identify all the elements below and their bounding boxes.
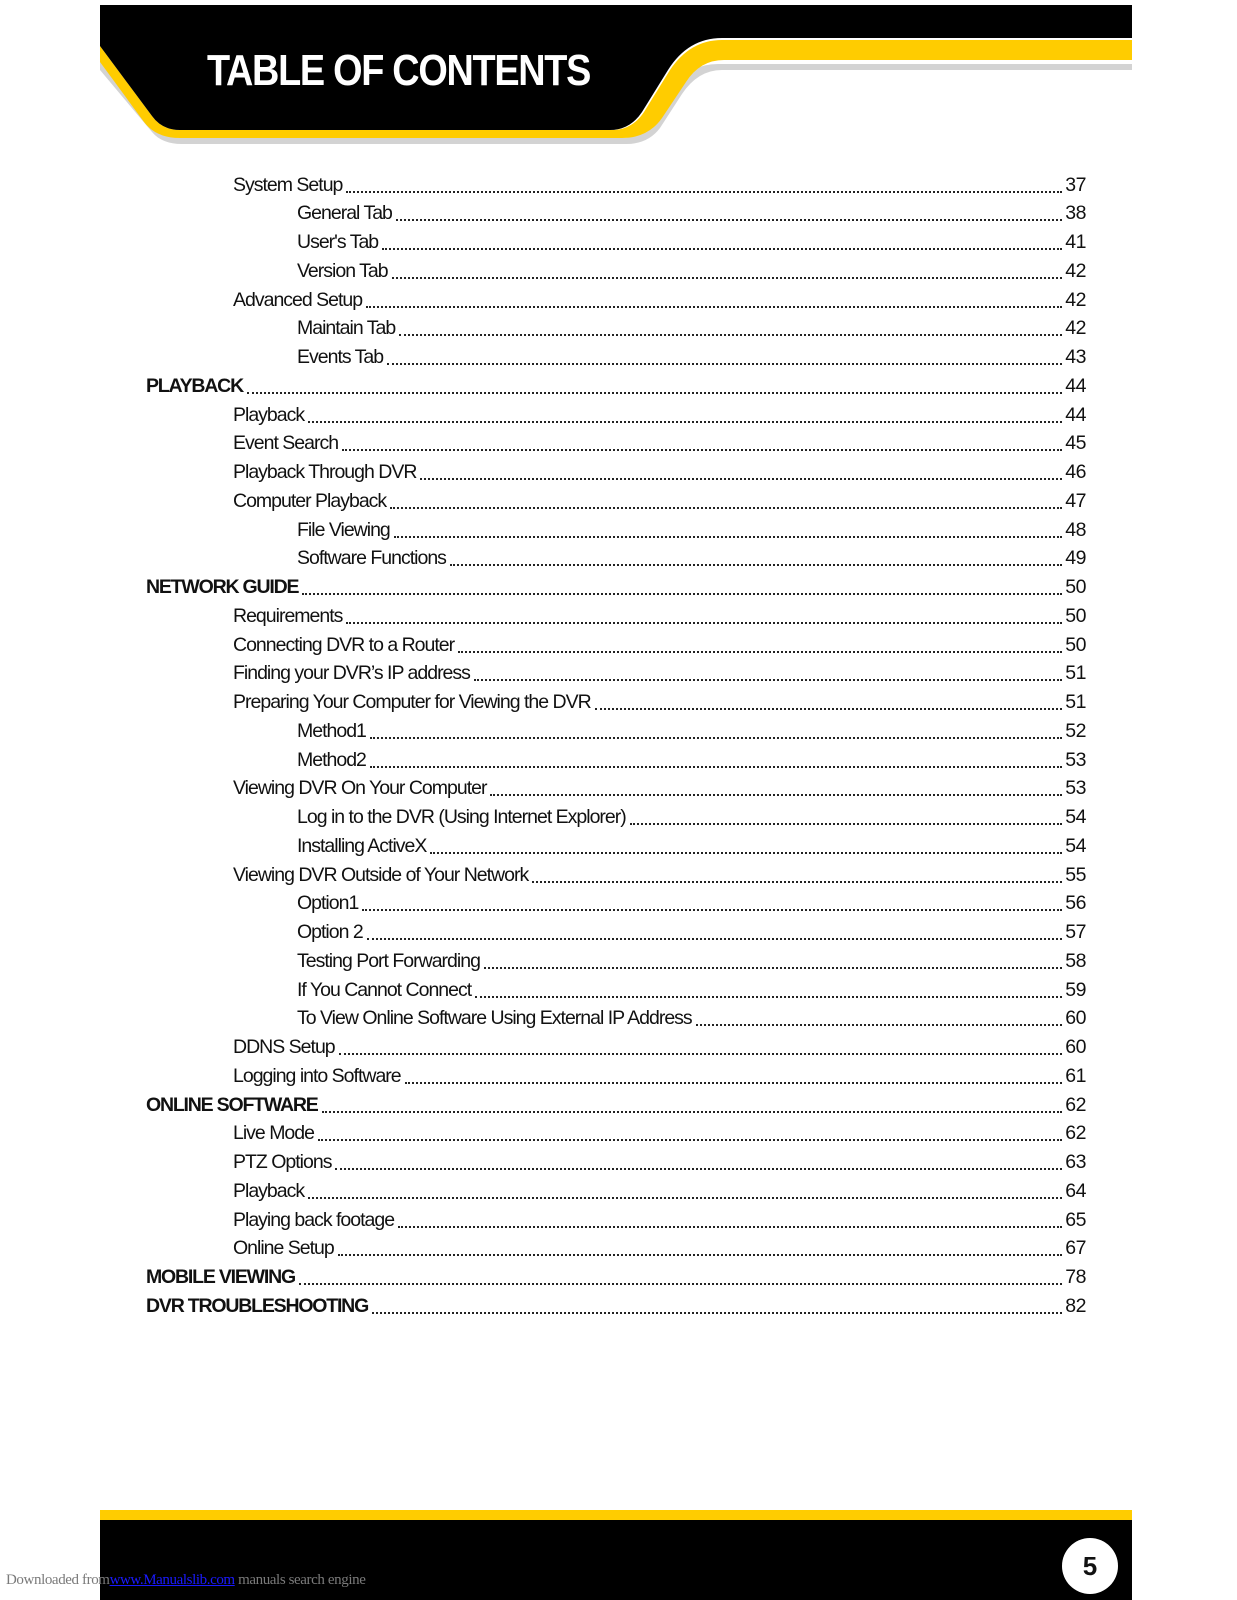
toc-entry-page: 51	[1065, 691, 1086, 714]
toc-entry-label: MOBILE VIEWING	[146, 1266, 295, 1289]
toc-leader-dots	[362, 908, 1062, 911]
toc-entry-label: Computer Playback	[233, 489, 387, 512]
toc-leader-dots	[339, 1052, 1063, 1055]
toc-leader-dots	[474, 678, 1062, 681]
toc-entry-label: To View Online Software Using External IP Address	[297, 1007, 692, 1030]
toc-entry-page: 82	[1065, 1294, 1086, 1317]
toc-entry-page: 50	[1065, 604, 1086, 627]
toc-entry[interactable]	[233, 484, 1086, 513]
toc-entry-page: 44	[1065, 374, 1086, 397]
toc-leader-dots	[387, 362, 1062, 365]
toc-entry[interactable]	[297, 341, 1086, 370]
toc-entry[interactable]	[146, 1088, 1086, 1117]
page-title: TABLE OF CONTENTS	[207, 46, 591, 95]
toc-entry-page: 60	[1065, 1007, 1086, 1030]
watermark	[6, 1572, 365, 1589]
toc-entry[interactable]	[233, 1174, 1086, 1203]
toc-entry[interactable]	[233, 1146, 1086, 1175]
toc-leader-dots	[396, 218, 1062, 221]
toc-leader-dots	[394, 535, 1063, 538]
toc-entry[interactable]	[297, 916, 1086, 945]
toc-entry-page: 60	[1065, 1036, 1086, 1059]
toc-leader-dots	[342, 448, 1062, 451]
toc-entry-label: Version Tab	[297, 259, 388, 282]
toc-entry[interactable]	[233, 657, 1086, 686]
toc-entry-page: 42	[1065, 317, 1086, 340]
toc-leader-dots	[382, 247, 1062, 250]
toc-entry-page: 42	[1065, 259, 1086, 282]
toc-entry-label: Connecting DVR to a Router	[233, 633, 455, 656]
toc-leader-dots	[490, 793, 1062, 796]
toc-leader-dots	[308, 420, 1062, 423]
toc-leader-dots	[370, 765, 1062, 768]
toc-entry-page: 38	[1065, 202, 1086, 225]
toc-entry-label: Requirements	[233, 604, 343, 627]
toc-entry-label: User's Tab	[297, 231, 379, 254]
toc-leader-dots	[475, 995, 1062, 998]
toc-entry-label: DVR TROUBLESHOOTING	[146, 1294, 369, 1317]
toc-entry-label: Maintain Tab	[297, 317, 396, 340]
toc-entry-label: Viewing DVR Outside of Your Network	[233, 863, 529, 886]
toc-entry-label: ONLINE SOFTWARE	[146, 1093, 318, 1116]
toc-entry-page: 58	[1065, 949, 1086, 972]
watermark-link[interactable]: www.Manualslib.com	[109, 1572, 235, 1588]
toc-entry-label: DDNS Setup	[233, 1036, 335, 1059]
toc-entry[interactable]	[297, 743, 1086, 772]
toc-leader-dots	[299, 1282, 1062, 1285]
toc-leader-dots	[458, 650, 1062, 653]
toc-leader-dots	[322, 1110, 1063, 1113]
toc-leader-dots	[367, 937, 1063, 940]
toc-entry-page: 45	[1065, 432, 1086, 455]
footer-accent	[100, 1510, 1132, 1520]
toc-entry-page: 50	[1065, 576, 1086, 599]
toc-leader-dots	[370, 736, 1062, 739]
toc-entry-page: 51	[1065, 662, 1086, 685]
toc-leader-dots	[346, 190, 1062, 193]
toc-entry-label: Installing ActiveX	[297, 834, 427, 857]
toc-entry[interactable]	[297, 887, 1086, 916]
watermark-prefix: Downloaded from	[6, 1572, 110, 1588]
toc-entry-label: Log in to the DVR (Using Internet Explorer)	[297, 806, 626, 829]
toc-entry-label: Method1	[297, 719, 366, 742]
toc-leader-dots	[372, 1311, 1062, 1314]
toc-entry[interactable]	[233, 1117, 1086, 1146]
toc-entry-page: 53	[1065, 748, 1086, 771]
toc-entry-label: NETWORK GUIDE	[146, 576, 299, 599]
toc-leader-dots	[630, 822, 1063, 825]
toc-leader-dots	[430, 851, 1062, 854]
toc-entry-label: Method2	[297, 748, 366, 771]
toc-entry[interactable]	[146, 571, 1086, 600]
toc-entry-label: Playback	[233, 403, 305, 426]
toc-leader-dots	[595, 707, 1063, 710]
toc-leader-dots	[399, 333, 1062, 336]
toc-entry[interactable]	[233, 1232, 1086, 1261]
toc-entry[interactable]	[297, 542, 1086, 571]
toc-entry-label: If You Cannot Connect	[297, 978, 472, 1001]
toc-entry-page: 78	[1065, 1266, 1086, 1289]
toc-entry-page: 54	[1065, 834, 1086, 857]
toc-leader-dots	[532, 880, 1062, 883]
toc-entry[interactable]	[297, 226, 1086, 255]
toc-entry-label: Testing Port Forwarding	[297, 949, 480, 972]
toc-leader-dots	[420, 477, 1062, 480]
toc-entry-label: Option1	[297, 892, 359, 915]
toc-entry[interactable]	[233, 283, 1086, 312]
toc-leader-dots	[247, 391, 1062, 394]
toc-entry[interactable]	[297, 829, 1086, 858]
toc-entry-page: 50	[1065, 633, 1086, 656]
toc-entry[interactable]	[297, 714, 1086, 743]
toc-entry-page: 55	[1065, 863, 1086, 886]
toc-entry[interactable]	[233, 1203, 1086, 1232]
toc-entry-page: 56	[1065, 892, 1086, 915]
toc-leader-dots	[335, 1167, 1062, 1170]
toc-entry-page: 67	[1065, 1237, 1086, 1260]
toc-leader-dots	[405, 1081, 1063, 1084]
toc-entry[interactable]	[233, 628, 1086, 657]
toc-entry[interactable]	[297, 801, 1086, 830]
toc-entry-page: 49	[1065, 547, 1086, 570]
toc-entry-page: 43	[1065, 346, 1086, 369]
toc-entry-label: Logging into Software	[233, 1064, 401, 1087]
toc-entry-page: 37	[1065, 173, 1086, 196]
toc-leader-dots	[366, 305, 1062, 308]
toc-entry-label: File Viewing	[297, 518, 390, 541]
toc-entry-page: 57	[1065, 921, 1086, 944]
toc-entry[interactable]	[233, 1031, 1086, 1060]
toc-entry-label: Finding your DVR’s IP address	[233, 662, 470, 685]
toc-leader-dots	[392, 276, 1063, 279]
toc-entry-label: General Tab	[297, 202, 392, 225]
toc-leader-dots	[318, 1138, 1062, 1141]
toc-entry-page: 48	[1065, 518, 1086, 541]
toc-entry-label: Live Mode	[233, 1122, 314, 1145]
header-banner	[0, 0, 1237, 150]
toc-entry-label: PTZ Options	[233, 1151, 332, 1174]
toc-entry-label: Event Search	[233, 432, 339, 455]
toc-entry[interactable]	[297, 1002, 1086, 1031]
toc-entry-page: 63	[1065, 1151, 1086, 1174]
toc-leader-dots	[346, 621, 1062, 624]
toc-entry-label: Option 2	[297, 921, 363, 944]
toc-entry-page: 59	[1065, 978, 1086, 1001]
toc-leader-dots	[390, 506, 1062, 509]
toc-entry[interactable]	[233, 858, 1086, 887]
toc-entry-page: 42	[1065, 288, 1086, 311]
toc-entry-label: Software Functions	[297, 547, 446, 570]
toc-leader-dots	[484, 966, 1062, 969]
toc-entry[interactable]	[233, 168, 1086, 197]
toc-leader-dots	[696, 1023, 1063, 1026]
toc-entry[interactable]	[233, 1059, 1086, 1088]
toc-entry[interactable]	[146, 1261, 1086, 1290]
toc-entry[interactable]	[233, 427, 1086, 456]
toc-entry-label: Playback	[233, 1179, 305, 1202]
toc-entry[interactable]	[233, 772, 1086, 801]
toc-entry[interactable]	[233, 686, 1086, 715]
toc-entry-page: 64	[1065, 1179, 1086, 1202]
toc-entry-page: 46	[1065, 461, 1086, 484]
toc-leader-dots	[308, 1196, 1062, 1199]
toc-entry[interactable]	[233, 456, 1086, 485]
toc-entry[interactable]	[297, 973, 1086, 1002]
toc-entry-page: 44	[1065, 403, 1086, 426]
toc-entry-label: Preparing Your Computer for Viewing the DVR	[233, 691, 591, 714]
toc-entry-label: Events Tab	[297, 346, 384, 369]
toc-entry-page: 54	[1065, 806, 1086, 829]
toc-entry[interactable]	[297, 254, 1086, 283]
toc-entry-label: System Setup	[233, 173, 343, 196]
toc-entry[interactable]	[146, 369, 1086, 398]
toc-leader-dots	[302, 592, 1062, 595]
toc-entry-page: 53	[1065, 777, 1086, 800]
toc-entry-page: 47	[1065, 489, 1086, 512]
toc-entry-page: 61	[1065, 1064, 1086, 1087]
watermark-suffix: manuals search engine	[234, 1572, 366, 1588]
toc-entry-label: Online Setup	[233, 1237, 334, 1260]
toc-entry[interactable]	[146, 1289, 1086, 1318]
toc-entry[interactable]	[297, 944, 1086, 973]
toc-entry[interactable]	[297, 312, 1086, 341]
toc-leader-dots	[338, 1253, 1063, 1256]
toc-entry[interactable]	[297, 513, 1086, 542]
toc-entry[interactable]	[233, 599, 1086, 628]
toc-entry-label: Playing back footage	[233, 1208, 395, 1231]
toc-entry-page: 52	[1065, 719, 1086, 742]
toc-entry-label: Viewing DVR On Your Computer	[233, 777, 487, 800]
toc-entry-page: 41	[1065, 231, 1086, 254]
toc-leader-dots	[398, 1225, 1062, 1228]
toc-entry-page: 62	[1065, 1093, 1086, 1116]
toc-entry[interactable]	[233, 398, 1086, 427]
toc-entry-label: Advanced Setup	[233, 288, 363, 311]
toc-entry-label: Playback Through DVR	[233, 461, 417, 484]
toc-entry-label: PLAYBACK	[146, 374, 243, 397]
toc-entry[interactable]	[297, 197, 1086, 226]
toc-leader-dots	[450, 563, 1062, 566]
toc-entry-page: 65	[1065, 1208, 1086, 1231]
toc-entry-page: 62	[1065, 1122, 1086, 1145]
page-number: 5	[1062, 1538, 1118, 1594]
